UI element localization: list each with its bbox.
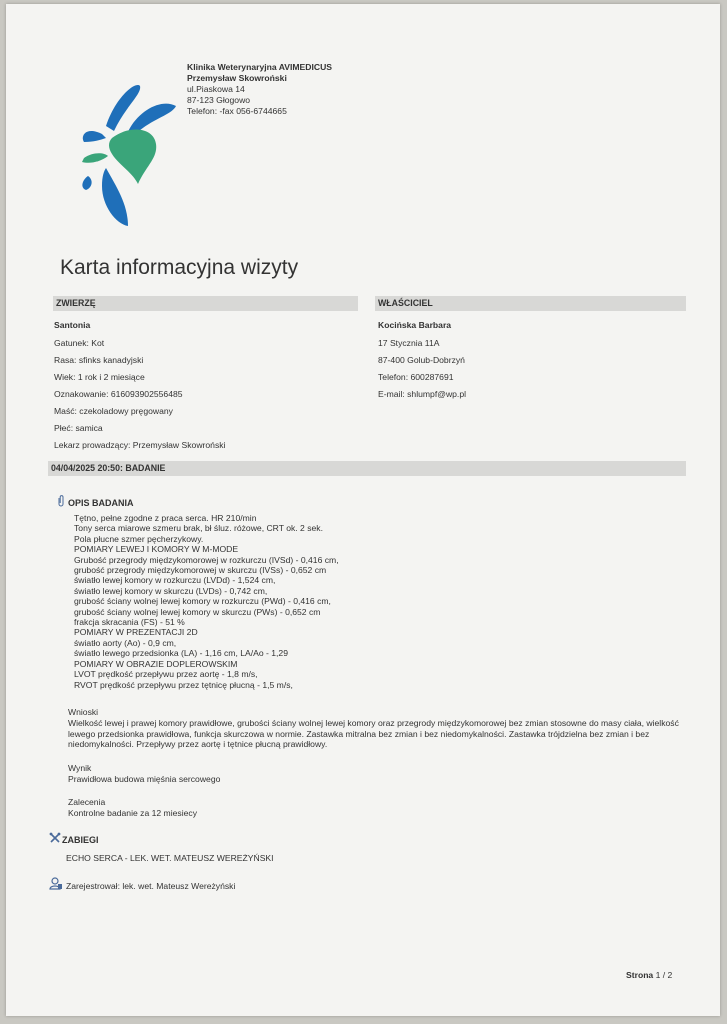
conclusions-text: Wielkość lewej i prawej komory prawidłowe, grubości ściany wolnej lewej komory oraz przegrody międzykomorowej bez zmian stosowne do masy ciała, wielkość lewego przedsionka prawidłowa, funkcja skurczowa w normie. Zastawka mitralna bez zmian i bez niedomykalności. Zastawka trójdzielna bez zmian i bez niedomykalności. Przepływy przez aortę i tętnice płucną prawidłowy. bbox=[68, 718, 679, 750]
paperclip-icon bbox=[57, 495, 65, 507]
exam-line: POMIARY W OBRAZIE DOPLEROWSKIM bbox=[74, 658, 238, 669]
exam-line: grubość ściany wolnej lewej komory w rozkurczu (PWd) - 0,416 cm, bbox=[74, 596, 331, 607]
clinic-name: Klinika Weterynaryjna AVIMEDICUS bbox=[187, 62, 333, 72]
clinic-street: ul.Piaskowa 14 bbox=[187, 84, 245, 94]
result-text: Prawidłowa budowa mięśnia sercowego bbox=[68, 774, 221, 784]
page-total: / 2 bbox=[662, 970, 673, 980]
animal-age: Wiek: 1 rok i 2 miesiące bbox=[54, 372, 145, 382]
conclusions-label: Wnioski bbox=[68, 707, 99, 717]
animal-section-header: ZWIERZĘ bbox=[53, 296, 358, 311]
exam-line: światło lewej komory w rozkurczu (LVDd) - 1,524 cm, bbox=[74, 575, 276, 586]
animal-species: Gatunek: Kot bbox=[54, 338, 105, 348]
exam-line: Pola płucne szmer pęcherzykowy. bbox=[74, 533, 204, 544]
clinic-city: 87-123 Głogowo bbox=[187, 95, 251, 105]
page-label: Strona bbox=[626, 970, 654, 980]
animal-id: Oznakowanie: 616093902556485 bbox=[54, 389, 183, 399]
owner-name: Kocińska Barbara bbox=[378, 320, 452, 330]
exam-line: frakcja skracania (FS) - 51 % bbox=[74, 617, 185, 628]
page-number bbox=[626, 970, 672, 980]
exam-line: RVOT prędkość przepływu przez tętnicę płucną - 1,5 m/s, bbox=[74, 679, 293, 690]
animal-sex: Płeć: samica bbox=[54, 423, 103, 433]
page-current: 1 bbox=[655, 970, 661, 980]
owner-city: 87-400 Golub-Dobrzyń bbox=[378, 355, 465, 365]
owner-section-header: WŁAŚCICIEL bbox=[375, 296, 686, 311]
exam-line: POMIARY W PREZENTACJI 2D bbox=[74, 627, 198, 638]
tools-icon bbox=[49, 832, 61, 844]
exam-line: POMIARY LEWEJ I KOMORY W M-MODE bbox=[74, 544, 239, 555]
owner-phone: Telefon: 600287691 bbox=[378, 372, 454, 382]
animal-color: Maść: czekoladowy pręgowany bbox=[54, 406, 173, 416]
clinic-owner: Przemysław Skowroński bbox=[187, 73, 287, 83]
exam-line: Tony serca miarowe szmeru brak, bł śluz. różowe, CRT ok. 2 sek. bbox=[74, 523, 323, 534]
clinic-info bbox=[187, 62, 332, 117]
animal-name: Santonia bbox=[54, 320, 91, 330]
exam-line: Tętno, pełne zgodne z praca serca. HR 210/min bbox=[74, 513, 257, 523]
clinic-logo-icon bbox=[76, 76, 181, 236]
recommendation-text: Kontrolne badanie za 12 miesiecy bbox=[68, 808, 197, 818]
owner-email: E-mail: shlumpf@wp.pl bbox=[378, 389, 467, 399]
result-label: Wynik bbox=[68, 763, 92, 773]
page-title: Karta informacyjna wizyty bbox=[60, 256, 299, 279]
procedures-title: ZABIEGI bbox=[62, 835, 99, 845]
procedure-item: ECHO SERCA - LEK. WET. MATEUSZ WEREŻYŃSKI bbox=[66, 853, 274, 863]
document-page bbox=[6, 4, 720, 1016]
exam-description bbox=[74, 513, 339, 690]
exam-line: grubość przegrody międzykomorowej w skurczu (IVSs) - 0,652 cm bbox=[74, 565, 327, 576]
exam-header: 04/04/2025 20:50: BADANIE bbox=[48, 461, 686, 476]
animal-breed: Rasa: sfinks kanadyjski bbox=[54, 355, 144, 365]
recommendation-label: Zalecenia bbox=[68, 797, 106, 807]
exam-line: światło lewego przedsionka (LA) - 1,16 cm, LA/Ao - 1,29 bbox=[74, 648, 288, 659]
owner-street: 17 Stycznia 11A bbox=[378, 338, 440, 348]
exam-line: grubość ściany wolnej lewej komory w skurczu (PWs) - 0,652 cm bbox=[74, 606, 321, 617]
user-icon bbox=[49, 877, 63, 890]
exam-line: Grubość przegrody międzykomorowej w rozkurczu (IVSd) - 0,416 cm, bbox=[74, 554, 339, 565]
exam-line: światło lewej komory w skurczu (LVDs) - 0,742 cm, bbox=[74, 585, 268, 596]
exam-line: LVOT prędkość przepływu przez aortę - 1,8 m/s, bbox=[74, 669, 258, 680]
animal-vet: Lekarz prowadzący: Przemysław Skowroński bbox=[54, 440, 226, 450]
clinic-phone: Telefon: -fax 056-6744665 bbox=[187, 106, 287, 116]
exam-section-title: OPIS BADANIA bbox=[68, 498, 134, 508]
exam-line: światło aorty (Ao) - 0,9 cm, bbox=[74, 637, 177, 648]
registered-by: Zarejestrował: lek. wet. Mateusz Wereżyński bbox=[66, 881, 236, 891]
